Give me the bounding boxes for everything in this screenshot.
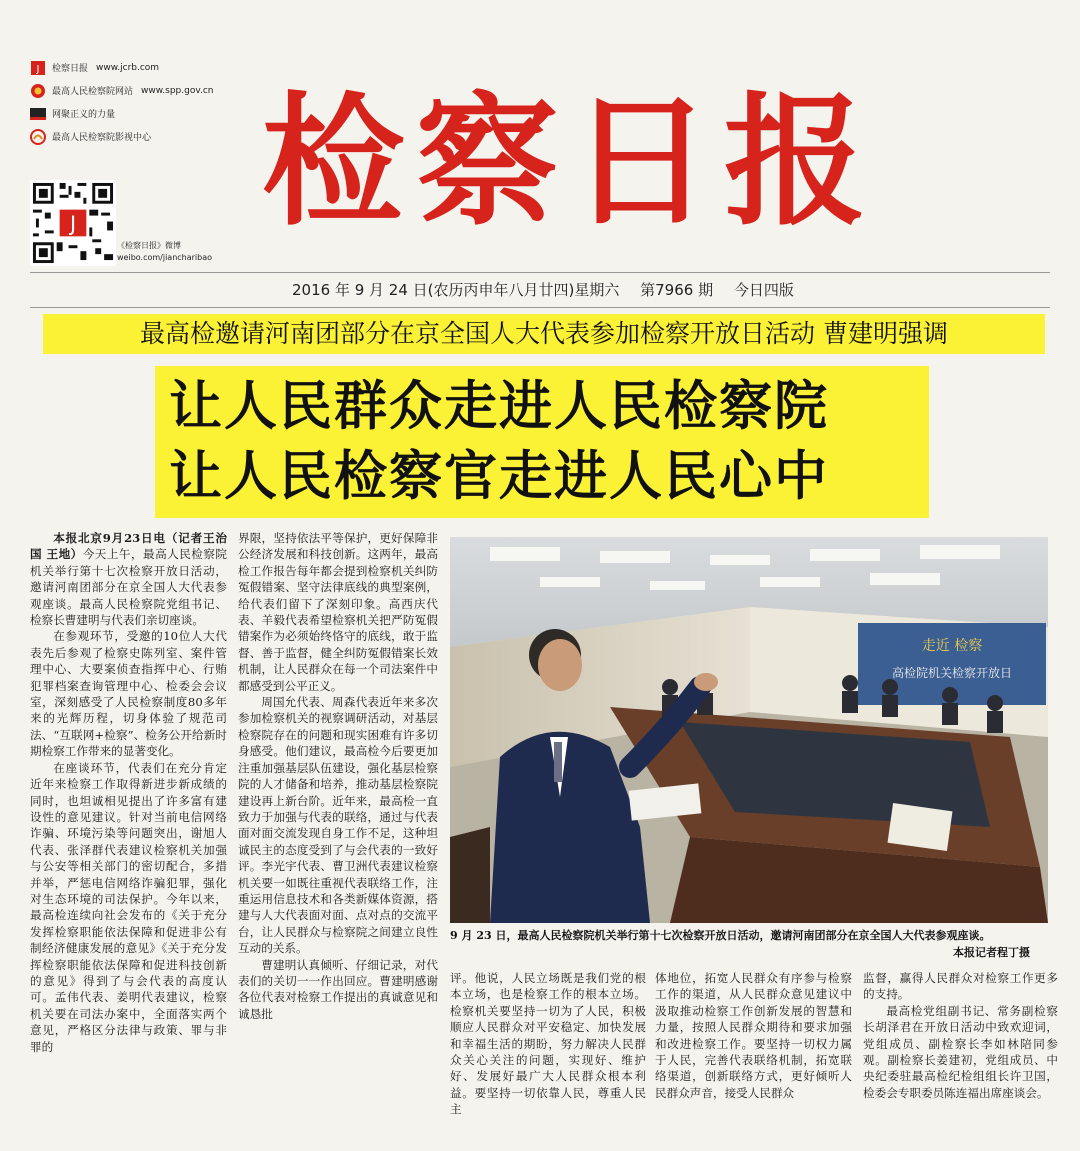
info-row-spp [30,79,260,102]
photo-caption [450,927,1048,963]
svg-text:J: J [36,63,40,75]
article-paragraph: 界限，坚持依法平等保护，更好保障非公经济发展和科技创新。这两年，最高检工作报告每年都会提到检察机关纠防冤假错案、坚守法律底线的典型案例，给代表们留下了深刻印象。高西庆代表、羊毅代表希望检察机关把严防冤假错案作为必须始终恪守的底线，敢于监督、善于监督，健全纠防冤假错案长效机制，让人民群众在每一个司法案件中都感受到公平正义。 [238,531,438,693]
article-paragraph: 体地位，拓宽人民群众有序参与检察工作的渠道，从人民群众意见建议中汲取推动检察工作创新发展的智慧和力量，按照人民群众期待和要求加强和改进检察工作。要坚持一切权力属于人民，完善代表联络机制，拓宽联络渠道，创新联络方式，更好倾听人民群众声音，接受人民群众 [655,971,852,1100]
photo-banner-subtitle: 高检院机关检察开放日 [891,666,1013,680]
article-column-2 [238,530,438,1144]
info-block [30,56,260,148]
meeting-room-photo [450,537,1048,923]
headline-line-1: 让人民群众走进人民检察院 [169,376,829,437]
dateline-text [292,273,810,307]
info-name: 最高人民检察院影视中心 [52,133,152,143]
caption-text: 9 月 23 日，最高人民检察院机关举行第十七次检察开放日活动，邀请河南团部分在京全国人大代表参观座谈。 [450,929,991,942]
weibo-name: 《检察日报》微博 [117,241,181,250]
zhengyiwang-logo-icon [30,106,46,122]
article-column-3 [450,970,646,1144]
film-center-logo-icon [30,129,46,145]
article-column-1 [30,530,227,1144]
info-name: 网聚正义的力量 [52,110,116,120]
svg-text:J: J [69,211,77,236]
article-paragraph: 今天上午，最高人民检察院机关举行第十七次检察开放日活动，邀请河南团部分在京全国人大代表参观座谈。最高人民检察院党组书记、检察长曹建明与代表们亲切座谈。 [30,547,227,628]
news-photo [450,537,1048,923]
article-column-5 [863,970,1058,1144]
issue-date: 2016 年 9 月 24 日(农历丙申年八月廿四)星期六 [292,281,620,299]
article-paragraph: 监督，赢得人民群众对检察工作更多的支持。 [863,971,1058,1002]
kicker-headline: 最高检邀请河南团部分在京全国人大代表参加检察开放日活动 曹建明强调 [43,314,1045,354]
weibo-info [117,240,212,264]
info-row-film [30,125,260,148]
photo-banner-title: 走近 检察 [921,638,983,654]
headline-line-2: 让人民检察官走进人民心中 [169,446,829,507]
weibo-url[interactable]: weibo.com/jiancharibao [117,253,213,262]
info-row-zyw [30,102,260,125]
jcrb-logo-icon [30,60,46,76]
article-paragraph: 在座谈环节，代表们在充分肯定近年来检察工作取得新进步新成绩的同时，也坦诚相见提出了许多富有建设性的意见建议。针对当前电信网络诈骗、环境污染等问题突出，谢旭人代表、张泽群代表建议检察机关加强与公安等相关部门的密切配合，多措并举，严惩电信网络诈骗犯罪，强化对生态环境的司法保护。今年以来，最高检连续向社会发布的《关于充分发挥检察职能依法保障和促进非公有制经济健康发展的意见》《关于充分发挥检察职能依法保障和促进科技创新的意见》得到了与会代表的高度认可。孟伟代表、姜明代表建议，检察机关要在司法办案中，全面落实两个意见，严格区分法律与政策、罪与非罪的 [30,760,227,1054]
weibo-qr-code[interactable] [30,180,120,270]
qr-code-icon [30,180,116,266]
article-paragraph: 最高检党组副书记、常务副检察长胡泽君在开放日活动中致欢迎词，党组成员、副检察长李如林陪同参观。副检察长姜建初，党组成员、中央纪委驻最高检纪检组组长许卫国，检委会专职委员陈连福出席座谈会。 [863,1003,1058,1100]
article-paragraph: 在参观环节，受邀的10位人大代表先后参观了检察史陈列室、案件管理中心、大要案侦查指挥中心、行贿犯罪档案查询管理中心、检委会会议室，深刻感受了人民检察制度80多年来的光辉历程，切身体验了规范司法、“互联网+检察”、检务公开给新时期检察工作带来的显著变化。 [30,629,227,759]
article-column-4 [655,970,852,1144]
national-emblem-icon [30,83,46,99]
article-paragraph: 周国允代表、周森代表近年来多次参加检察机关的视察调研活动，对基层检察院存在的问题和现实困难有许多切身感受。他们建议，最高检今后要更加注重加强基层队伍建设，强化基层检察院的人才储备和培养，推动基层检察院建设再上新台阶。近年来，最高检一直致力于加强与代表的联络，通过与代表面对面交流发现自身工作不足，这种坦诚民主的态度受到了与会代表的一致好评。李光宇代表、曹卫洲代表建议检察机关要一如既往重视代表联络工作，注重运用信息技术和各类新媒体资源，搭建与人大代表面对面、点对点的交流平台，让人民群众与检察院之间建立良性互动的关系。 [238,695,438,956]
article-paragraph: 评。他说，人民立场既是我们党的根本立场，也是检察工作的根本立场。检察机关要坚持一切为了人民，积极顺应人民群众对平安稳定、加快发展和幸福生活的期盼，努力解决人民群众关心关注的问题，实现好、维护好、发展好最广大人民群众根本利益。要坚持一切依靠人民，尊重人民主 [450,971,646,1117]
article-paragraph: 曹建明认真倾听、仔细记录，对代表们的关切一一作出回应。曹建明感谢各位代表对检察工作提出的真诚意见和诚恳批 [238,957,438,1021]
info-name: 检察日报 [52,64,89,74]
info-name: 最高人民检察院网站 [52,87,134,97]
page-count: 今日四版 [733,281,794,299]
masthead-title: 检察日报 [262,79,878,245]
photo-credit: 本报记者程丁摄 [953,946,1030,959]
info-url[interactable]: www.jcrb.com [96,62,160,73]
main-headline [155,366,929,518]
issue-number: 第7966 期 [640,281,714,299]
dateline-bar [30,272,1050,308]
info-row-jcrb [30,56,260,79]
info-url[interactable]: www.spp.gov.cn [141,85,214,96]
article-dateline: 本报北京9月23日电（记者王治国 王地） [30,531,227,562]
